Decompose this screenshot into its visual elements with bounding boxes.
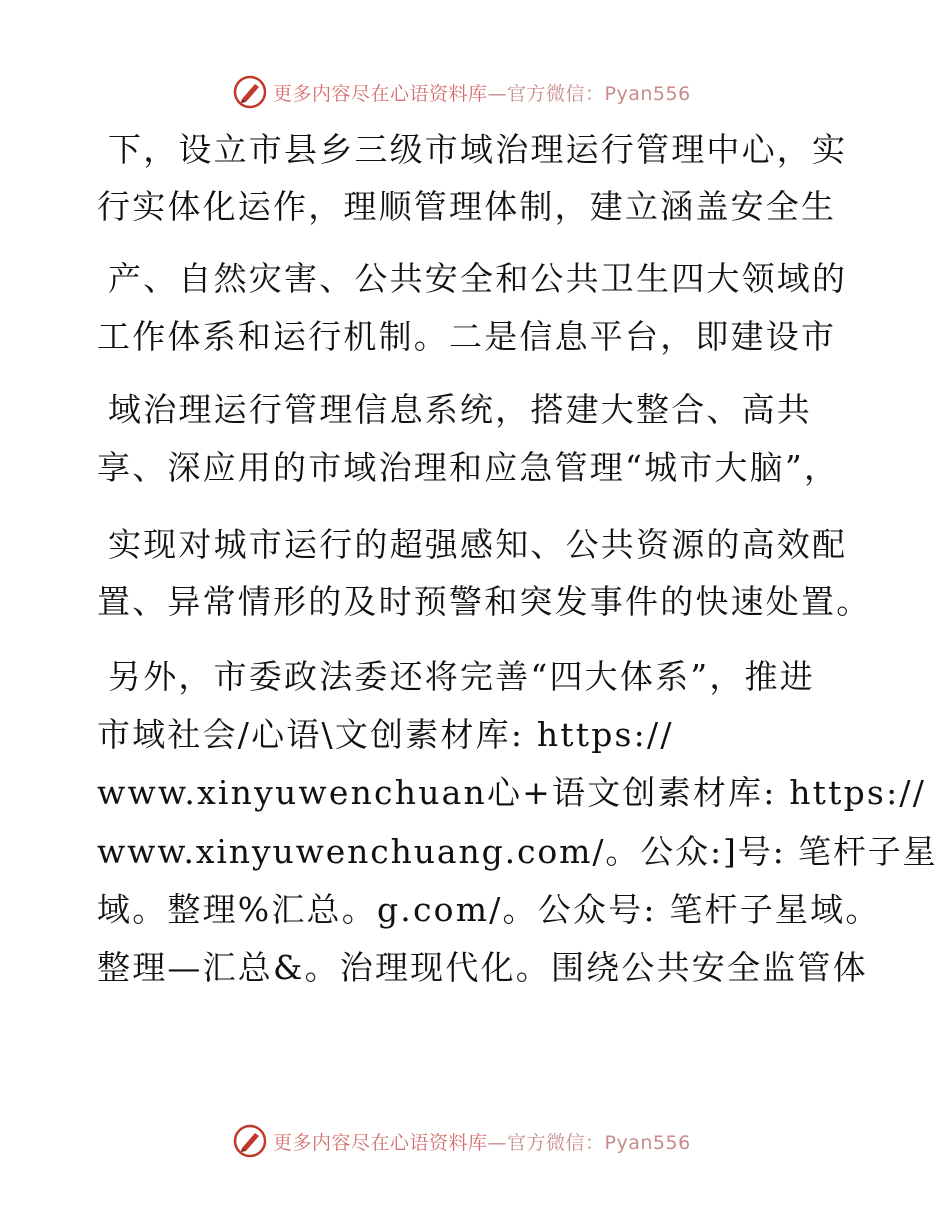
pen-logo-icon xyxy=(233,1124,267,1158)
watermark-official: 官方微信： xyxy=(507,1131,605,1154)
text-line: www.xinyuwenchuan心+语文创素材库: https:// xyxy=(97,773,927,812)
text-line: 域。整理%汇总。g.com/。公众号: 笔杆子星域。 xyxy=(97,890,881,929)
watermark-official: 官方微信： xyxy=(507,82,605,105)
text-line: 工作体系和运行机制。二是信息平台，即建设市 xyxy=(97,317,837,356)
text-line: 市域社会/心语\文创素材库: https:// xyxy=(97,715,674,754)
watermark-handle: Pyan556 xyxy=(604,1131,691,1154)
text-line: 产、自然灾害、公共安全和公共卫生四大领域的 xyxy=(108,259,848,298)
watermark-text xyxy=(273,1128,691,1155)
watermark-prefix: 更多内容尽在心语资料库 xyxy=(273,1131,488,1154)
watermark-dash: — xyxy=(487,1131,508,1154)
text-line: 下，设立市县乡三级市域治理运行管理中心，实 xyxy=(108,130,848,169)
text-line: 置、异常情形的及时预警和突发事件的快速处置。 xyxy=(97,582,872,621)
text-line: www.xinyuwenchuang.com/。公众:]号: 笔杆子星 xyxy=(97,832,938,871)
watermark-dash: — xyxy=(487,82,508,105)
text-line: 行实体化运作，理顺管理体制，建立涵盖安全生 xyxy=(97,187,837,226)
text-line: 整理—汇总&。治理现代化。围绕公共安全监管体 xyxy=(97,948,868,987)
text-line: 另外，市委政法委还将完善“四大体系”，推进 xyxy=(108,657,815,696)
text-line: 享、深应用的市域治理和应急管理“城市大脑”， xyxy=(97,448,840,487)
text-line: 域治理运行管理信息系统，搭建大整合、高共 xyxy=(108,390,812,429)
footer-watermark xyxy=(233,1121,753,1161)
watermark-handle: Pyan556 xyxy=(604,82,691,105)
watermark-prefix: 更多内容尽在心语资料库 xyxy=(273,82,488,105)
text-line: 实现对城市运行的超强感知、公共资源的高效配 xyxy=(108,525,848,564)
